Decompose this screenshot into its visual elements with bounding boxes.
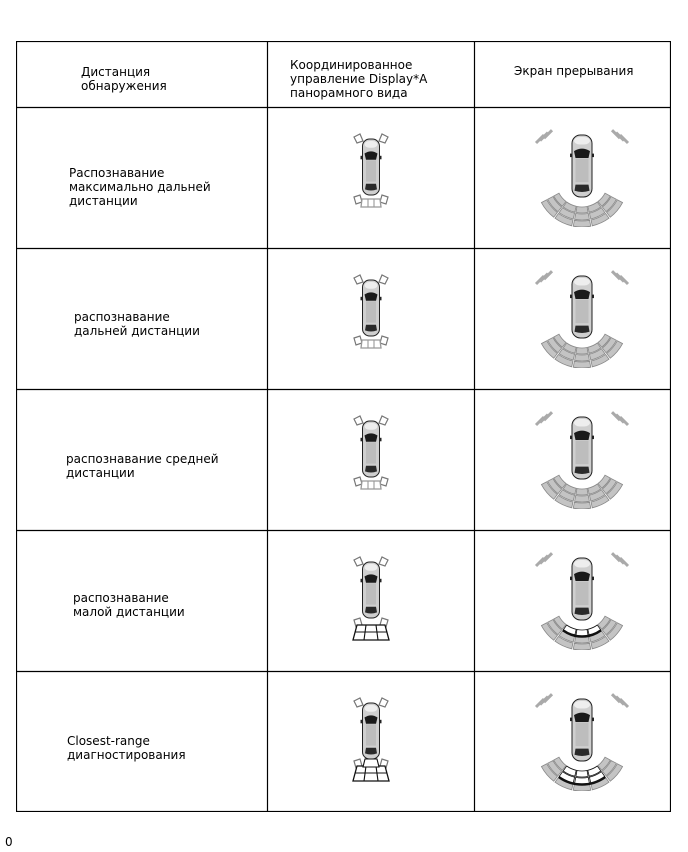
panoramic-car-icon [351,697,391,783]
interrupt-screen-car-icon [532,270,632,368]
row-label-line: малой дистанции [73,605,185,619]
row-label-closest-range [67,734,186,762]
header-line: Координированное [290,58,413,72]
interrupt-screen-car-icon [532,411,632,509]
header-line: обнаружения [81,79,167,93]
header-panoramic-display [290,58,427,100]
interrupt-screen-car-icon [532,693,632,791]
row-label-short-range [73,591,185,619]
row-label-line: диагностирования [67,748,186,762]
header-detection-distance [81,65,167,93]
row-label-line: распознавание [73,591,169,605]
row-label-line: распознавание [74,310,170,324]
row-label-line: дистанции [69,194,138,208]
row-label-line: дистанции [66,466,135,480]
header-line: панорамного вида [290,86,408,100]
panoramic-car-icon [351,274,391,360]
panoramic-car-icon [351,556,391,642]
panoramic-car-icon [351,415,391,501]
row-label-line: Распознавание [69,166,165,180]
header-interrupt-screen [514,64,633,78]
interrupt-screen-car-icon [532,129,632,227]
row-label-mid-range [66,452,219,480]
footnote: 0 [5,835,13,849]
header-line: Дистанция [81,65,151,79]
row-label-line: Closest-range [67,734,150,748]
row-label-line: максимально дальней [69,180,211,194]
interrupt-screen-car-icon [532,552,632,650]
header-line: Экран прерывания [514,64,634,78]
header-line: управление Display*A [290,72,428,86]
panoramic-car-icon [351,133,391,219]
row-label-long-range [74,310,200,338]
detection-table [16,41,671,812]
row-label-line: дальней дистанции [74,324,200,338]
row-label-max-range [69,166,211,208]
row-label-line: распознавание средней [66,452,219,466]
